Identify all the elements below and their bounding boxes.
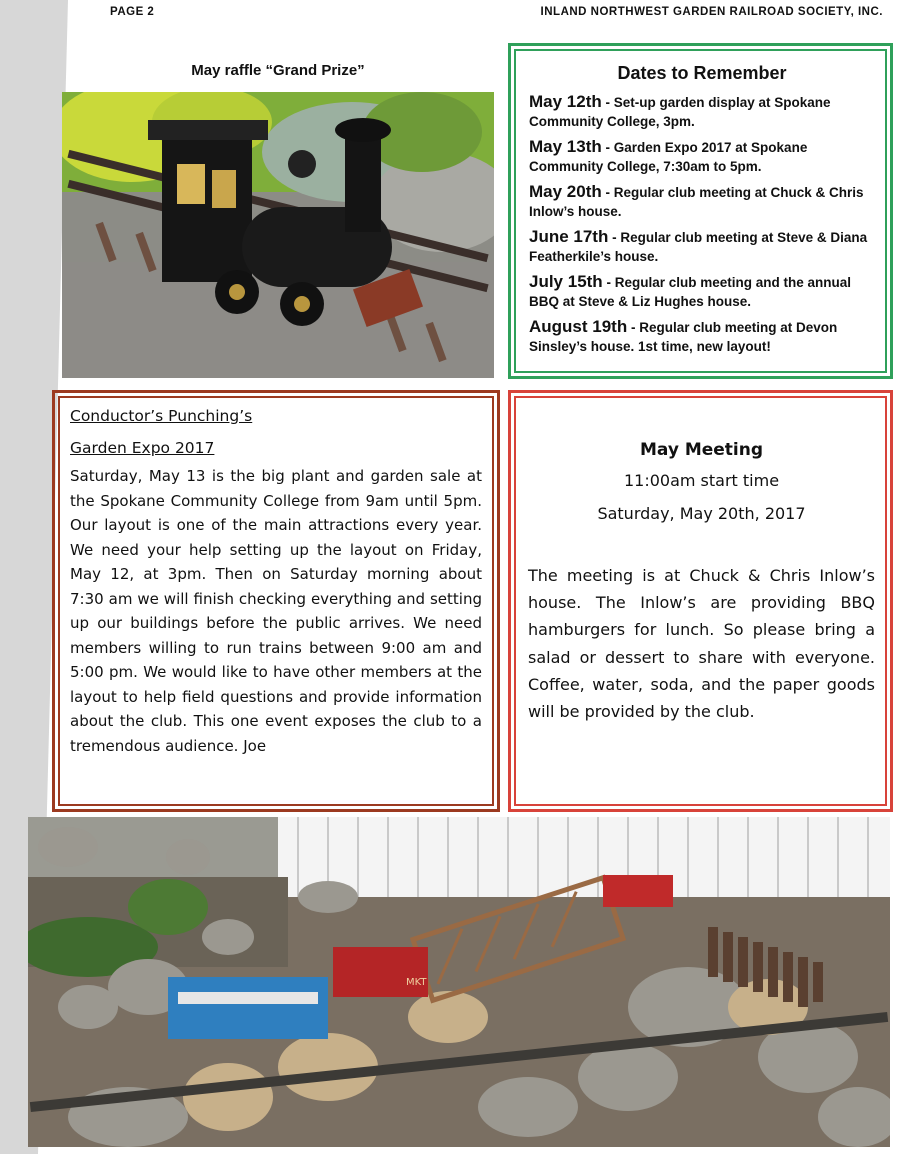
date-item (529, 182, 875, 221)
date-description: - Regular club meeting at Steve & Diana Featherkile’s house. (529, 230, 868, 264)
conductor-subtitle: Garden Expo 2017 (70, 439, 215, 457)
date-label: June 17th (529, 227, 609, 246)
meeting-time: 11:00am start time (623, 471, 780, 490)
date-item (529, 227, 875, 266)
dates-heading: Dates to Remember (617, 63, 787, 83)
date-description: - Garden Expo 2017 at Spokane Community College, 7:30am to 5pm. (529, 140, 808, 174)
boxcar-lettering: MKT (406, 977, 427, 988)
dates-to-remember-box (508, 43, 893, 379)
date-item (529, 137, 875, 176)
conductor-title: Conductor’s Punching’s (70, 407, 253, 425)
date-item (529, 272, 875, 311)
may-meeting-box (508, 390, 893, 812)
raffle-locomotive-photo (62, 92, 494, 378)
date-label: August 19th (529, 317, 628, 336)
conductor-body: Saturday, May 13 is the big plant and garden sale at the Spokane Community College from 9am until 5pm. Our layout is one of the main attractions every year. We need your help setting up the layout on Friday, May 12, at 3pm. Then on Saturday morning about 7:30 am we will finish checking everything and setting up our buildings before the public arrives. We need members willing to run trains between 9:00 am and 5:00 pm. We would like to have other members at the layout to help field questions and provide information about the club. This one event exposes the club to a tremendous audience. Joe (70, 467, 482, 755)
date-description: - Regular club meeting at Devon Sinsley’s house. 1st time, new layout! (529, 320, 838, 354)
date-label: May 12th (529, 92, 602, 111)
date-description: - Set-up garden display at Spokane Community College, 3pm. (529, 95, 831, 129)
date-item (529, 317, 875, 356)
organization-name: INLAND NORTHWEST GARDEN RAILROAD SOCIETY, INC. (540, 6, 883, 18)
date-item (529, 92, 875, 131)
meeting-date: Saturday, May 20th, 2017 (597, 504, 806, 523)
garden-railroad-photo (28, 817, 890, 1147)
page-number: PAGE 2 (110, 6, 155, 18)
date-description: - Regular club meeting and the annual BBQ at Steve & Liz Hughes house. (529, 275, 851, 309)
meeting-title: May Meeting (639, 440, 764, 460)
date-label: May 20th (529, 182, 602, 201)
date-label: May 13th (529, 137, 602, 156)
raffle-title: May raffle “Grand Prize” (191, 62, 365, 79)
date-description: - Regular club meeting at Chuck & Chris Inlow’s house. (529, 185, 864, 219)
meeting-body: The meeting is at Chuck & Chris Inlow’s house. The Inlow’s are providing BBQ hamburgers for lunch. So please bring a salad or dessert to share with everyone. Coffee, water, soda, and the paper goods will be provided by the club. (528, 566, 875, 722)
date-label: July 15th (529, 272, 603, 291)
conductors-punchings-box (52, 390, 500, 812)
